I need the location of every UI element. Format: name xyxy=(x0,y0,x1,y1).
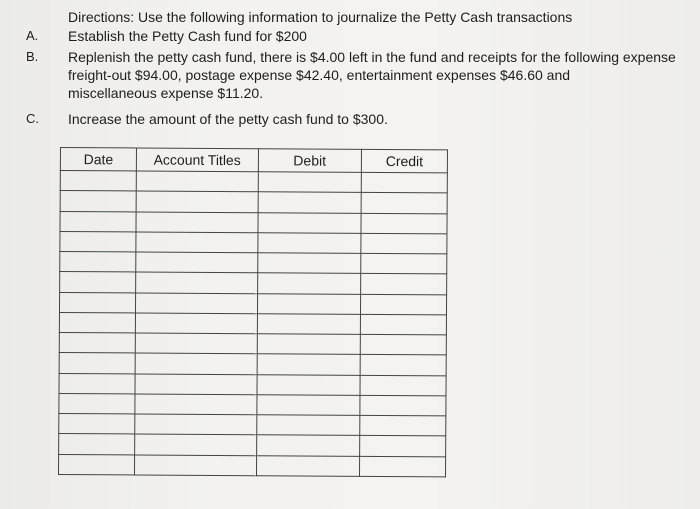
date-cell[interactable] xyxy=(59,353,135,374)
journal-row xyxy=(59,312,446,335)
date-cell[interactable] xyxy=(59,333,135,354)
credit-cell[interactable] xyxy=(360,314,446,335)
header-credit: Credit xyxy=(361,149,447,173)
account-title-cell[interactable] xyxy=(136,171,258,192)
item-text-line: freight-out $94.00, postage expense $42.40, entertainment expenses $46.60 and xyxy=(68,67,571,83)
journal-row xyxy=(60,272,447,295)
journal-row xyxy=(59,292,446,315)
debit-cell[interactable] xyxy=(256,415,360,436)
account-title-cell[interactable] xyxy=(136,232,258,253)
account-title-cell[interactable] xyxy=(136,211,258,232)
date-cell[interactable] xyxy=(59,414,135,435)
journal-row xyxy=(59,373,446,396)
transaction-item-c xyxy=(26,110,388,128)
journal-body xyxy=(58,171,447,477)
journal-row xyxy=(59,414,446,437)
debit-cell[interactable] xyxy=(258,192,362,213)
journal-row xyxy=(59,353,446,376)
journal-row xyxy=(60,191,447,214)
date-cell[interactable] xyxy=(60,211,136,232)
item-text-line: miscellaneous expense $11.20. xyxy=(68,85,264,101)
debit-cell[interactable] xyxy=(256,435,360,456)
directions-text: Directions: Use the following information to journalize the Petty Cash transactions xyxy=(68,9,573,25)
date-cell[interactable] xyxy=(59,292,135,313)
debit-cell[interactable] xyxy=(257,314,361,335)
header-account-titles: Account Titles xyxy=(136,148,258,172)
credit-cell[interactable] xyxy=(361,193,447,214)
date-cell[interactable] xyxy=(60,171,136,192)
journal-row xyxy=(59,434,446,457)
account-title-cell[interactable] xyxy=(136,191,258,212)
account-title-cell[interactable] xyxy=(135,455,257,476)
debit-cell[interactable] xyxy=(256,374,360,395)
journal-row xyxy=(58,454,445,477)
debit-cell[interactable] xyxy=(257,293,361,314)
debit-cell[interactable] xyxy=(257,334,361,355)
date-cell[interactable] xyxy=(59,434,135,455)
debit-cell[interactable] xyxy=(257,233,361,254)
credit-cell[interactable] xyxy=(360,294,446,315)
journal-header-row xyxy=(60,148,447,173)
credit-cell[interactable] xyxy=(360,436,446,457)
debit-cell[interactable] xyxy=(257,354,361,375)
item-letter: A. xyxy=(26,28,39,43)
journal-row xyxy=(60,171,447,194)
transaction-item-b xyxy=(26,48,676,102)
date-cell[interactable] xyxy=(59,373,135,394)
header-debit: Debit xyxy=(258,149,362,173)
header-date: Date xyxy=(60,148,136,171)
item-letter: B. xyxy=(26,49,39,64)
date-cell[interactable] xyxy=(60,231,136,252)
account-title-cell[interactable] xyxy=(135,333,257,354)
account-title-cell[interactable] xyxy=(135,394,257,415)
journal-row xyxy=(59,393,446,416)
credit-cell[interactable] xyxy=(361,274,447,295)
date-cell[interactable] xyxy=(60,191,136,212)
item-text-line: Replenish the petty cash fund, there is $4.00 left in the fund and receipts for the following expense xyxy=(68,49,676,65)
journal-row xyxy=(59,333,446,356)
item-text-line: Establish the Petty Cash fund for $200 xyxy=(68,28,307,44)
debit-cell[interactable] xyxy=(257,212,361,233)
account-title-cell[interactable] xyxy=(135,374,257,395)
date-cell[interactable] xyxy=(60,272,136,293)
date-cell[interactable] xyxy=(59,312,135,333)
account-title-cell[interactable] xyxy=(136,252,258,273)
date-cell[interactable] xyxy=(59,393,135,414)
account-title-cell[interactable] xyxy=(136,293,258,314)
account-title-cell[interactable] xyxy=(135,434,257,455)
credit-cell[interactable] xyxy=(361,253,447,274)
credit-cell[interactable] xyxy=(361,213,447,234)
debit-cell[interactable] xyxy=(257,273,361,294)
account-title-cell[interactable] xyxy=(136,272,258,293)
account-title-cell[interactable] xyxy=(135,353,257,374)
journal-table xyxy=(58,147,448,477)
credit-cell[interactable] xyxy=(360,355,446,376)
transaction-item-a xyxy=(26,27,307,45)
debit-cell[interactable] xyxy=(256,455,360,476)
credit-cell[interactable] xyxy=(360,416,446,437)
journal-row xyxy=(60,211,447,234)
debit-cell[interactable] xyxy=(258,172,362,193)
account-title-cell[interactable] xyxy=(135,313,257,334)
credit-cell[interactable] xyxy=(360,334,446,355)
credit-cell[interactable] xyxy=(361,172,447,193)
date-cell[interactable] xyxy=(60,252,136,273)
account-title-cell[interactable] xyxy=(135,414,257,435)
item-letter: C. xyxy=(26,111,39,126)
date-cell[interactable] xyxy=(58,454,134,475)
journal-row xyxy=(60,252,447,275)
credit-cell[interactable] xyxy=(361,233,447,254)
journal-row xyxy=(60,231,447,254)
credit-cell[interactable] xyxy=(360,395,446,416)
credit-cell[interactable] xyxy=(360,375,446,396)
debit-cell[interactable] xyxy=(257,253,361,274)
credit-cell[interactable] xyxy=(359,456,445,477)
debit-cell[interactable] xyxy=(256,395,360,416)
item-text-line: Increase the amount of the petty cash fund to $300. xyxy=(68,111,388,127)
